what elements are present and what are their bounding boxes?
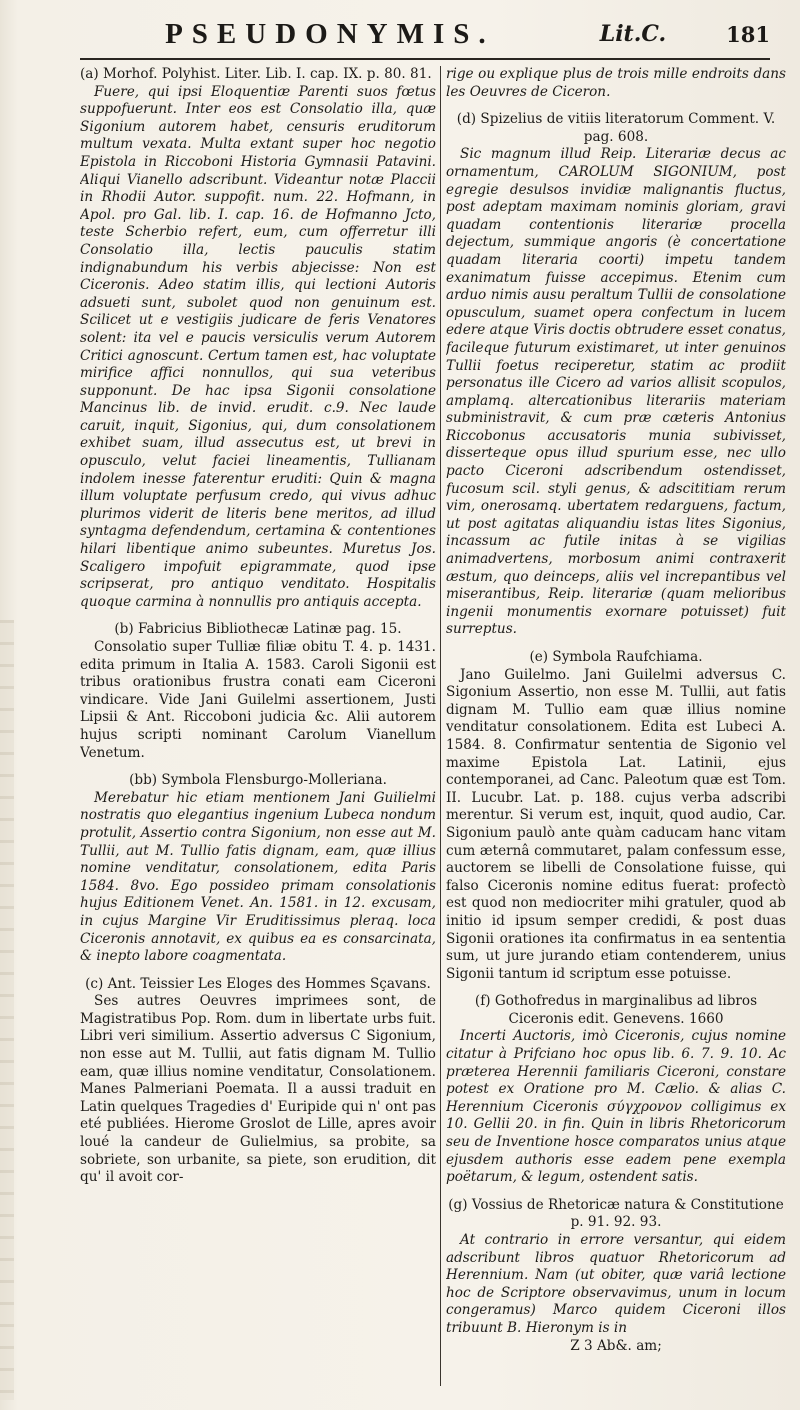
footnote-d-source: (d) Spizelius de vitiis literatorum Comment. V. pag. 608. [456, 111, 776, 145]
footnote-g-source: (g) Vossius de Rhetoricæ natura & Constitutione p. 91. 92. 93. [448, 1196, 784, 1231]
left-column [80, 66, 436, 1396]
binding-gutter [0, 620, 14, 1400]
right-column [446, 66, 786, 1396]
catchword: Z 3 Ab&. am; [570, 1337, 662, 1354]
footnote-f [446, 993, 786, 1187]
footnote-c [80, 976, 436, 1187]
footnote-b-text: Consolatio super Tulliæ filiæ obitu T. 4. p. 1431. edita primum in Italia A. 1583. Caroli Sigonii est tribus orationibus frustra conati eam Ciceroni vindicare. Vide Jani Guilelmi assertionem, Justi Lipsii & Ant. Riccoboni judicia &c. Alii autorem hujus scripti nominant Carolum Vianellum Venetum. [80, 639, 436, 761]
footnote-continuation [446, 66, 786, 101]
running-section: Lit.C. [599, 21, 667, 47]
footnote-c-source: (c) Ant. Teissier Les Eloges des Hommes Sçavans. [85, 975, 431, 992]
running-title: PSEUDONYMIS. [165, 17, 495, 50]
page-header [60, 14, 770, 54]
footnote-d [446, 111, 786, 639]
column-divider [440, 66, 441, 1386]
footnote-e-source: (e) Symbola Raufchiama. [529, 649, 703, 665]
page-number: 181 [726, 21, 770, 47]
continuation-text: rige ou explique plus de trois mille endroits dans les Oeuvres de Ciceron. [446, 66, 786, 100]
footnote-e-text: Jano Guilelmo. Jani Guilelmi adversus C. Sigonium Assertio, non esse M. Tullii, aut fatis dignam M. Tullio eam quæ illius nomine venditatur consolationem. Edita est Lubeci A. 1584. 8. Confirmatur sententia de Sigonio vel maxime Epistola Lat. Latinii, ejus contemporanei, ad Canc. Paleotum quæ est Tom. II. Lucubr. Lat. p. 188. cujus verba adscribi merentur. Si verum est, inquit, quod audio, Car. Sigonium paulò ante quàm caducam hanc vitam cum æternâ commutaret, palam confessum esse, auctorem se libelli de Consolatione fuisse, qui falso Ciceronis nomine editus fuerat: profectò est quod non mediocriter mihi gratuler, quod ab initio id ipsum semper credidi, & post duas Sigonii orationes ita confirmatus in ea sententia sum, ut jure jurando etiam contenderem, unius Sigonii tantum id scriptum esse potuisse. [446, 666, 786, 982]
footnote-bb-source: (bb) Symbola Flensburgo-Molleriana. [129, 772, 387, 789]
footnote-e [446, 649, 786, 983]
footnote-a [80, 66, 436, 611]
footnote-b-source: (b) Fabricius Bibliothecæ Latinæ pag. 15. [114, 621, 402, 638]
footnote-f-text: Incerti Auctoris, imò Ciceronis, cujus nomine citatur à Prifciano hoc opus lib. 6. 7. 9. 10. Ac præterea Herennii familiaris Ciceroni, constare potest ex Oratione pro M. Cælio. & alias C. Herennium Ciceronis σύγχρονον colligimus ex 10. Gellii 20. in fin. Quin in libris Rhetoricorum seu de Inventione hosce comparatos unius atque ejusdem authoris esse eadem pene exempla poëtarum, & legum, ostendent satis. [446, 1028, 786, 1186]
footnote-a-text: Fuere, qui ipsi Eloquentiæ Parenti suos fœtus suppofuerunt. Inter eos est Consolatio illa, quæ Sigonium autorem habet, censuris eruditorum multum vexata. Multa extant super hoc negotio Epistola in Riccoboni Historia Gymnasii Patavini. Aliqui Vianello adscribunt. Videantur notæ Placcii in Rhodii Autor. suppofit. num. 22. Hofmann, in Apol. pro Gal. lib. I. cap. 16. de Hofmanno Jcto, teste Scherbio refert, eum, cum offerretur illi Consolatio illa, lectis pauculis statim indignabundum his verbis abjecisse: Non est Ciceronis. Adeo statim illis, qui lectioni Autoris adsueti sunt, subolet quod non genuinum est. Scilicet ut e vestigiis judicare de feris Venatores solent: ita vel e paucis versiculis verum Autorem Critici agnoscunt. Certum tamen est, hac voluptate mirifice affici nonnullos, qui sua veteribus supponunt. De hac ipsa Sigonii consolatione Mancinus lib. de invid. erudit. c.9. Nec laude caruit, inquit, Sigonius, qui, dum consolationem exhibet suam, illud assecutus est, ut brevi in opusculo, velut faciei lineamentis, Tullianam indolem inesse faterentur eruditi: Quin & magna illum voluptate perfusum credo, qui vivus adhuc plurimos viderit de literis bene meritos, ad illud syntagma defendendum, certamina & contentiones hilari libentique animo subeuntes. Muretus Jos. Scaligero impofuit epigrammate, quod ipse scripserat, pro antiquo venditato. Hospitalis quoque carmina à nonnullis pro antiquis accepta. [80, 83, 436, 610]
footnote-d-text: Sic magnum illud Reip. Literariæ decus ac ornamentum, CAROLUM SIGONIUM, post egregie desulsos invidiæ malignantis fluctus, post adeptam maximam nominis gloriam, gravi quadam contentionis literariæ procella dejectum, summique angoris (è concertatione quadam literaria coorti) impetu tandem exanimatum fuisse accepimus. Etenim cum arduo nimis ausu peraltum Tullii de consolatione opusculum, suamet opera confectum in lucem edere atque Viris doctis obtrudere esset conatus, facileque futurum existimaret, ut inter genuinos Tullii foetus reciperetur, statim ac prodiit personatus ille Cicero ad varios allisit scopulos, amplamq. altercationibus literariis materiam subministravit, & cum præ cæteris Antonius Riccobonus accusatoris munia subivisset, disserteque opus illud spurium esse, nec ullo pacto Ciceroni adscribendum ostendisset, fucosum scil. styli genus, & adscititiam rerum vim, onerosamq. ubertatem redarguens, factum, ut post agitatas aliquandiu istas lites Sigonius, incassum ac futile initas à se vigilias animadvertens, morbosum animi contraxerit æstum, quo deinceps, aliis vel increpantibus vel miserantibus, Reip. literariæ (quam melioribus ingenii monumentis exornare potuisset) fuit surreptus. [446, 146, 786, 638]
footnote-c-text: Ses autres Oeuvres imprimees sont, de Magistratibus Pop. Rom. dum in libertate urbs fuit. Libri veri similium. Assertio adversus C Sigonium, non esse aut M. Tullii, aut fatis dignam M. Tullio eam, quæ illius nomine venditatur, Consolationem. Manes Palmeriani Poemata. Il a aussi traduit en Latin quelques Tragedies d' Euripide qui n' ont pas eté publiées. Hierome Groslot de Lille, apres avoir loué la candeur de Gulielmius, sa probite, sa sobriete, son urbanite, sa piete, son erudition, dit qu' il avoit cor- [80, 993, 436, 1186]
footnote-g-text: At contrario in errore versantur, qui eidem adscribunt libros quatuor Rhetoricorum ad Herennium. Nam (ut obiter, quæ variâ lectione hoc de Scriptore observavimus, unum in locum congeramus) Marco quidem Ciceroni illos tribuunt B. Hieronym is in [446, 1232, 786, 1336]
footnote-a-source: (a) Morhof. Polyhist. Liter. Lib. I. cap. IX. p. 80. 81. [80, 66, 432, 82]
footnote-bb-text: Merebatur hic etiam mentionem Jani Guilielmi nostratis quo elegantius ingenium Lubeca nondum protulit, Assertio contra Sigonium, non esse aut M. Tullii, aut M. Tullio fatis dignam, eam, quæ illius nomine venditatur, consolationem, edita Paris 1584. 8vo. Ego possideo primam consolationis hujus Editionem Venet. An. 1581. in 12. excusam, in cujus Margine Vir Eruditissimus pleraq. loca Ciceronis annotavit, ex quibus ea es consarcinata, & inepto labore coagmentata. [80, 789, 436, 965]
header-rule [80, 58, 770, 60]
footnote-f-source: (f) Gothofredus in marginalibus ad libros Ciceronis edit. Genevens. 1660 [474, 993, 758, 1027]
footnote-b [80, 621, 436, 762]
footnote-g [446, 1197, 786, 1355]
footnote-bb [80, 772, 436, 966]
